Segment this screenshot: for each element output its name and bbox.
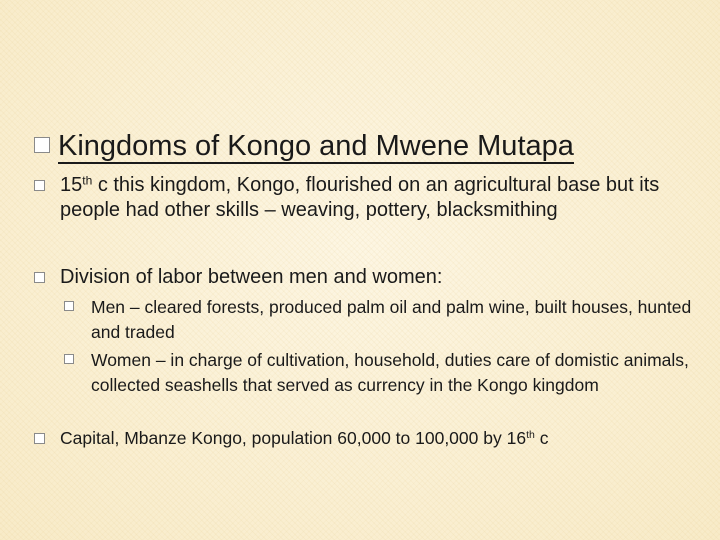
sub-bullet-item-men	[64, 295, 704, 344]
superscript: th	[82, 173, 93, 188]
square-bullet-icon	[34, 180, 45, 191]
slide-title-text: Kingdoms of Kongo and Mwene Mutapa	[58, 130, 574, 162]
square-bullet-icon	[34, 272, 45, 283]
sub-bullet-text: Women – in charge of cultivation, household, duties care of domistic animals, collected seashells that served as currency in the Kongo kingdom	[91, 350, 689, 395]
bullet-text: Division of labor between men and women:	[60, 266, 443, 288]
square-bullet-icon	[64, 354, 74, 364]
bullet-text-part: c this kingdom, Kongo, flourished on an agricultural base but its people had other skills – weaving, pottery, blacksmithing	[60, 174, 660, 221]
square-bullet-icon	[34, 433, 45, 444]
slide-title	[34, 128, 674, 164]
bullet-text	[60, 426, 714, 451]
bullet-text-part: 15	[60, 174, 83, 196]
bullet-item-division-of-labor	[34, 265, 694, 290]
sub-bullet-text: Men – cleared forests, produced palm oil and palm wine, built houses, hunted and traded	[91, 297, 692, 342]
bullet-item-15th-century	[34, 173, 694, 223]
sub-bullet-item-women	[64, 348, 704, 397]
square-bullet-icon	[34, 137, 50, 153]
bullet-item-capital	[34, 426, 714, 451]
bullet-text	[60, 173, 694, 223]
bullet-text-part: Capital, Mbanze Kongo, population 60,000 to 100,000 by 16	[60, 428, 527, 448]
superscript: th	[526, 429, 535, 442]
square-bullet-icon	[64, 301, 74, 311]
bullet-text-part: c	[534, 428, 549, 448]
